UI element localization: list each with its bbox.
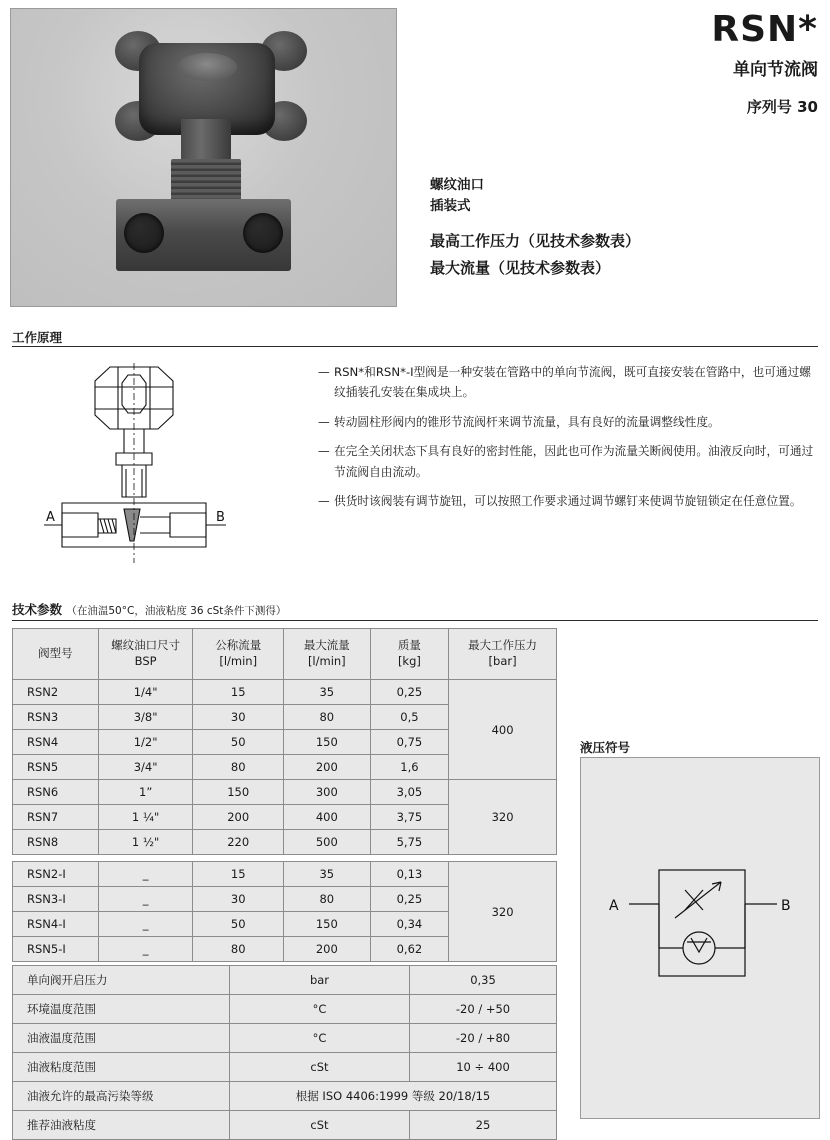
cell-size: _ bbox=[98, 912, 193, 937]
principle-item bbox=[318, 491, 818, 511]
th-max-pressure: 最大工作压力 [bar] bbox=[449, 629, 557, 680]
series-number: 序列号 30 bbox=[746, 98, 818, 116]
cell-condition-value: -20 / +80 bbox=[410, 1024, 557, 1053]
cell-model: RSN3-I bbox=[13, 887, 99, 912]
divider-2 bbox=[12, 620, 818, 621]
cell-model: RSN4 bbox=[13, 730, 99, 755]
cell-size: 1 ½" bbox=[98, 830, 193, 855]
title-block bbox=[711, 9, 818, 117]
spec-thread-port: 螺纹油口 bbox=[430, 177, 484, 193]
cell-condition-value: 25 bbox=[410, 1111, 557, 1140]
cell-nominal: 80 bbox=[193, 755, 283, 780]
spec-max-pressure: 最高工作压力（见技术参数表） bbox=[430, 231, 641, 250]
cell-nominal: 220 bbox=[193, 830, 283, 855]
cell-nominal: 30 bbox=[193, 887, 283, 912]
cell-model: RSN6 bbox=[13, 780, 99, 805]
principle-item-text: 在完全关闭状态下具有良好的密封性能，因此也可作为流量关断阀使用。油液反向时，可通过节流阀自由流动。 bbox=[334, 444, 814, 479]
principle-item-text: RSN*和RSN*-I型阀是一种安装在管路中的单向节流阀，既可直接安装在管路中，也可通过螺纹插装孔安装在集成块上。 bbox=[334, 365, 811, 400]
cell-nominal: 15 bbox=[193, 680, 283, 705]
tech-title-text: 技术参数 bbox=[12, 602, 63, 617]
th-model: 阀型号 bbox=[13, 629, 99, 680]
cell-max: 200 bbox=[283, 937, 370, 962]
cell-condition-unit: cSt bbox=[230, 1111, 410, 1140]
cell-condition-label: 油液温度范围 bbox=[13, 1024, 230, 1053]
cell-mass: 5,75 bbox=[370, 830, 448, 855]
product-subtitle: 单向节流阀 bbox=[733, 60, 818, 80]
cell-condition-value: 10 ÷ 400 bbox=[410, 1053, 557, 1082]
cell-condition-value: -20 / +50 bbox=[410, 995, 557, 1024]
cell-size: 3/4" bbox=[98, 755, 193, 780]
operating-conditions-table bbox=[12, 965, 557, 1140]
cell-condition-value: 0,35 bbox=[410, 966, 557, 995]
cell-model: RSN2-I bbox=[13, 862, 99, 887]
table-row bbox=[13, 780, 557, 805]
cell-condition-label: 油液粘度范围 bbox=[13, 1053, 230, 1082]
table-row bbox=[13, 966, 557, 995]
cell-size: 1/4" bbox=[98, 680, 193, 705]
cell-size: 1” bbox=[98, 780, 193, 805]
cell-size: 3/8" bbox=[98, 705, 193, 730]
cell-mass: 3,05 bbox=[370, 780, 448, 805]
cell-condition-unit: °C bbox=[230, 1024, 410, 1053]
conditions-body bbox=[13, 966, 557, 1140]
cell-pressure-group-c: 320 bbox=[449, 862, 557, 962]
symbol-port-b-label: B bbox=[781, 898, 791, 914]
principle-item bbox=[318, 412, 818, 432]
cell-mass: 0,25 bbox=[370, 887, 448, 912]
cell-condition-label: 油液允许的最高污染等级 bbox=[13, 1082, 230, 1111]
th-port-size: 螺纹油口尺寸 BSP bbox=[98, 629, 193, 680]
diagram-port-b-label: B bbox=[216, 510, 225, 525]
cell-model: RSN2 bbox=[13, 680, 99, 705]
cell-condition-unit: 根据 ISO 4406:1999 等级 20/18/15 bbox=[230, 1082, 557, 1111]
cell-max: 150 bbox=[283, 730, 370, 755]
dash-bullet-icon: — bbox=[318, 414, 330, 429]
dash-bullet-icon: — bbox=[318, 365, 330, 379]
cell-model: RSN3 bbox=[13, 705, 99, 730]
cell-condition-label: 环境温度范围 bbox=[13, 995, 230, 1024]
cell-model: RSN5 bbox=[13, 755, 99, 780]
principle-description-list bbox=[318, 362, 818, 521]
th-nominal-flow: 公称流量 [l/min] bbox=[193, 629, 283, 680]
cell-max: 35 bbox=[283, 862, 370, 887]
cell-max: 80 bbox=[283, 887, 370, 912]
table-row bbox=[13, 680, 557, 705]
cell-mass: 3,75 bbox=[370, 805, 448, 830]
dash-bullet-icon: — bbox=[318, 494, 330, 509]
principle-diagram bbox=[40, 357, 302, 569]
cell-nominal: 150 bbox=[193, 780, 283, 805]
table-header-row bbox=[13, 629, 557, 680]
cell-mass: 0,5 bbox=[370, 705, 448, 730]
valve-body-right-port bbox=[116, 199, 291, 271]
cell-mass: 0,13 bbox=[370, 862, 448, 887]
dash-bullet-icon: — bbox=[318, 444, 330, 459]
hydraulic-symbol-box bbox=[580, 757, 820, 1119]
table-row bbox=[13, 862, 557, 887]
tech-title-note: （在油温50°C，油液粘度 36 cSt条件下测得） bbox=[66, 605, 287, 617]
th-max-flow: 最大流量 [l/min] bbox=[283, 629, 370, 680]
cell-size: 1/2" bbox=[98, 730, 193, 755]
cell-mass: 0,75 bbox=[370, 730, 448, 755]
principle-item-text: 供货时该阀装有调节旋钮，可以按照工作要求通过调节螺钉来使调节旋钮锁定在任意位置。 bbox=[334, 494, 802, 509]
cell-model: RSN8 bbox=[13, 830, 99, 855]
photo-background bbox=[11, 9, 396, 306]
principle-item-text: 转动圆柱形阀内的锥形节流阀杆来调节流量，具有良好的流量调整线性度。 bbox=[334, 414, 720, 429]
cell-mass: 0,62 bbox=[370, 937, 448, 962]
cell-nominal: 50 bbox=[193, 730, 283, 755]
cell-nominal: 50 bbox=[193, 912, 283, 937]
header-specs bbox=[430, 175, 820, 280]
symbol-section-title: 液压符号 bbox=[580, 740, 631, 755]
principle-section-title: 工作原理 bbox=[12, 330, 63, 345]
cell-max: 400 bbox=[283, 805, 370, 830]
product-photo bbox=[10, 8, 397, 307]
cell-model: RSN7 bbox=[13, 805, 99, 830]
principle-item bbox=[318, 362, 818, 403]
table-row bbox=[13, 1082, 557, 1111]
spec-max-flow: 最大流量（见技术参数表） bbox=[430, 258, 611, 277]
cell-condition-label: 单向阀开启压力 bbox=[13, 966, 230, 995]
cell-nominal: 30 bbox=[193, 705, 283, 730]
cell-max: 35 bbox=[283, 680, 370, 705]
cell-size: _ bbox=[98, 937, 193, 962]
table-row bbox=[13, 1111, 557, 1140]
table-row bbox=[13, 1053, 557, 1082]
cell-condition-unit: bar bbox=[230, 966, 410, 995]
cell-nominal: 80 bbox=[193, 937, 283, 962]
principle-item bbox=[318, 441, 818, 482]
diagram-port-a-label: A bbox=[46, 510, 55, 525]
cell-nominal: 15 bbox=[193, 862, 283, 887]
cell-max: 200 bbox=[283, 755, 370, 780]
cell-max: 500 bbox=[283, 830, 370, 855]
spec-cartridge: 插装式 bbox=[430, 197, 471, 214]
symbol-port-a-label: A bbox=[609, 898, 619, 914]
hydraulic-symbol-drawing bbox=[581, 758, 817, 1116]
table-group-gap bbox=[13, 855, 557, 862]
table-row bbox=[13, 1024, 557, 1053]
cell-model: RSN5-I bbox=[13, 937, 99, 962]
cell-condition-unit: °C bbox=[230, 995, 410, 1024]
cell-max: 150 bbox=[283, 912, 370, 937]
table-row bbox=[13, 995, 557, 1024]
cell-mass: 1,6 bbox=[370, 755, 448, 780]
cell-condition-label: 推荐油液粘度 bbox=[13, 1111, 230, 1140]
cell-size: _ bbox=[98, 862, 193, 887]
cell-size: 1 ¼" bbox=[98, 805, 193, 830]
table-head bbox=[13, 629, 557, 680]
cell-size: _ bbox=[98, 887, 193, 912]
cell-condition-unit: cSt bbox=[230, 1053, 410, 1082]
cell-max: 80 bbox=[283, 705, 370, 730]
th-mass: 质量 [kg] bbox=[370, 629, 448, 680]
cell-mass: 0,34 bbox=[370, 912, 448, 937]
specifications-table bbox=[12, 628, 557, 962]
cell-pressure-group-b: 320 bbox=[449, 780, 557, 855]
cell-nominal: 200 bbox=[193, 805, 283, 830]
tech-section-title bbox=[12, 600, 286, 618]
cell-mass: 0,25 bbox=[370, 680, 448, 705]
cell-pressure-group-a: 400 bbox=[449, 680, 557, 780]
cell-max: 300 bbox=[283, 780, 370, 805]
product-title: RSN* bbox=[711, 9, 818, 50]
divider-1 bbox=[12, 346, 818, 347]
cell-model: RSN4-I bbox=[13, 912, 99, 937]
valve-section-drawing bbox=[40, 357, 302, 569]
table-body bbox=[13, 680, 557, 962]
